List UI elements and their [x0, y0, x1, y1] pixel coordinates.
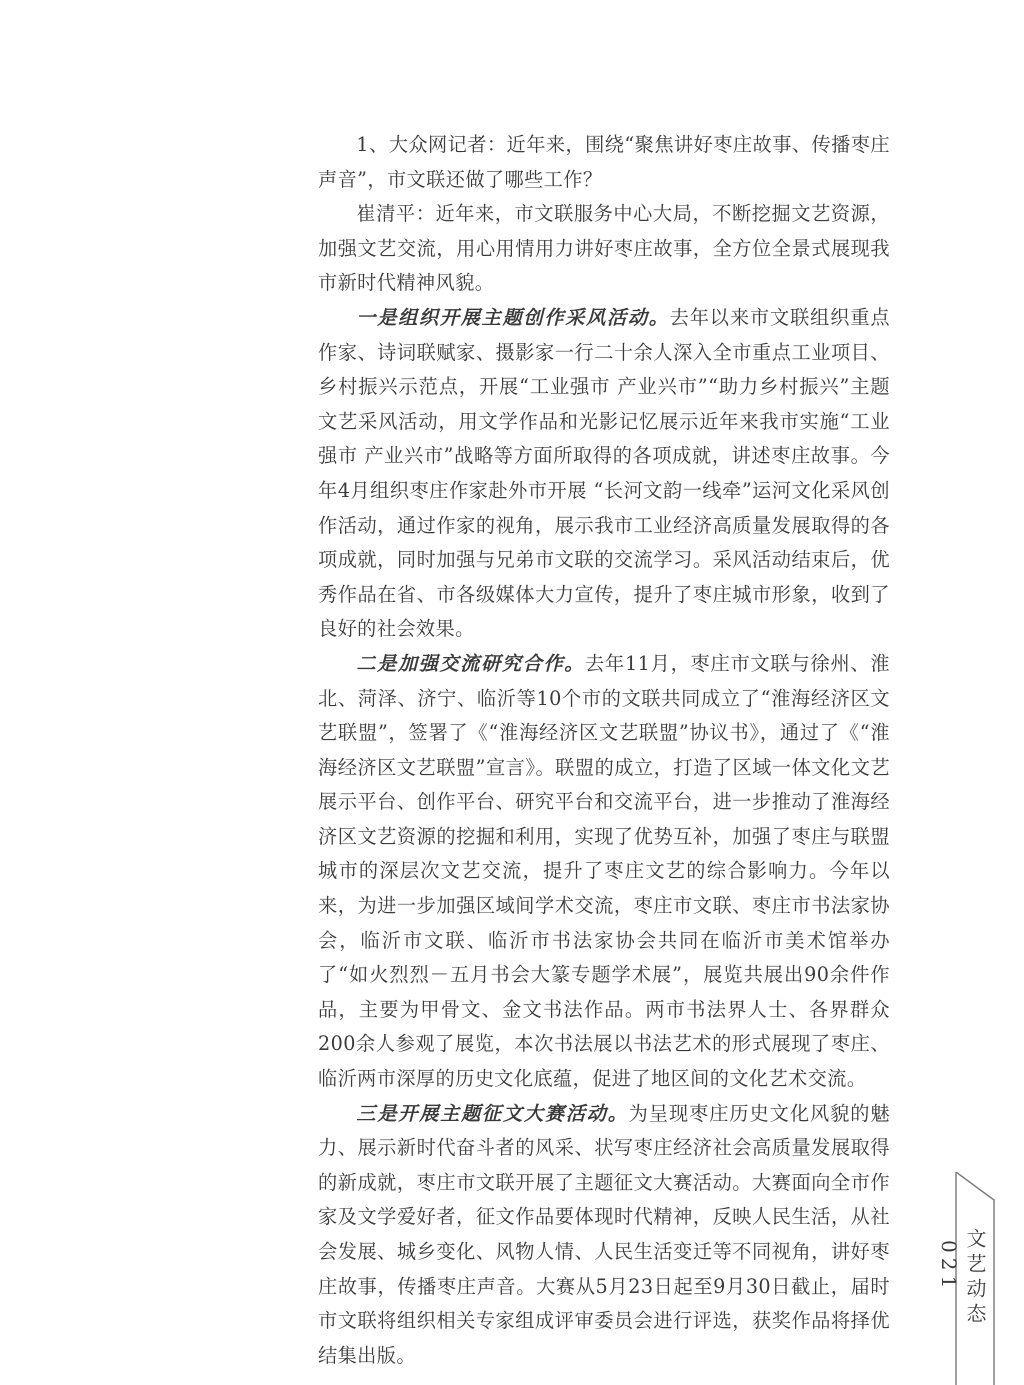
answer-intro-paragraph: [318, 197, 890, 301]
section-title: 文艺动态: [963, 1228, 987, 1328]
paragraph-text: 为呈现枣庄历史文化风貌的魅力、展示新时代奋斗者的风采、状写枣庄经济社会高质量发展取得的新成就，枣庄市文联开展了主题征文大赛活动。大赛面向全市作家及文学爱好者，征文作品要体现时代精神，反映人民生活，从社会发展、城乡变化、风物人情、人民生活变迁等不同视角，讲好枣庄故事，传播枣庄声音。大赛从5月23日起至9月30日截止，届时市文联将组织相关专家组成评审委员会进行评选，获奖作品将择优结集出版。: [318, 1101, 890, 1367]
paragraph-text: 1、大众网记者：近年来，围绕“聚焦讲好枣庄故事、传播枣庄声音”，市文联还做了哪些工作？: [318, 133, 890, 191]
question-paragraph: [318, 128, 890, 197]
paragraph-text: 崔清平：近年来，市文联服务中心大局，不断挖掘文艺资源，加强文艺交流，用心用情用力讲好枣庄故事，全方位全景式展现我市新时代精神风貌。: [318, 202, 890, 295]
side-tab-label: [937, 1228, 990, 1385]
point-three-paragraph: [318, 1097, 890, 1374]
point-one-heading: 一是组织开展主题创作采风活动。: [356, 305, 670, 329]
point-two-paragraph: [318, 647, 890, 1097]
point-two-heading: 二是加强交流研究合作。: [356, 651, 586, 675]
article-body: [318, 128, 890, 1373]
page-number: 021: [937, 1240, 961, 1294]
paragraph-text: 去年11月，枣庄市文联与徐州、淮北、菏泽、济宁、临沂等10个市的文联共同成立了“淮海经济区文艺联盟”，签署了《“淮海经济区文艺联盟”协议书》，通过了《“淮海经济区文艺联盟”宣言》。联盟的成立，打造了区域一体文化文艺展示平台、创作平台、研究平台和交流平台，进一步推动了淮海经济区文艺资源的挖掘和利用，实现了优势互补，加强了枣庄与联盟城市的深层次文艺交流，提升了枣庄文艺的综合影响力。今年以来，为进一步加强区域间学术交流，枣庄市文联、枣庄市书法家协会，临沂市文联、临沂市书法家协会共同在临沂市美术馆举办了“如火烈烈－五月书会大篆专题学术展”，展览共展出90余件作品，主要为甲骨文、金文书法作品。两市书法界人士、各界群众200余人参观了展览，本次书法展以书法艺术的形式展现了枣庄、临沂两市深厚的历史文化底蕴，促进了地区间的文化艺术交流。: [318, 651, 890, 1091]
paragraph-text: 去年以来市文联组织重点作家、诗词联赋家、摄影家一行二十余人深入全市重点工业项目、乡村振兴示范点，开展“工业强市 产业兴市”“助力乡村振兴”主题文艺采风活动，用文学作品和光影记忆展示近年来我市实施“工业强市 产业兴市”战略等方面所取得的各项成就，讲述枣庄故事。今年4月组织枣庄作家赴外市开展 “长河文韵一线牵”运河文化采风创作活动，通过作家的视角，展示我市工业经济高质量发展取得的各项成就，同时加强与兄弟市文联的交流学习。采风活动结束后，优秀作品在省、市各级媒体大力宣传，提升了枣庄城市形象，收到了良好的社会效果。: [318, 305, 891, 641]
point-three-heading: 三是开展主题征文大赛活动。: [356, 1101, 629, 1125]
point-one-paragraph: [318, 301, 890, 647]
